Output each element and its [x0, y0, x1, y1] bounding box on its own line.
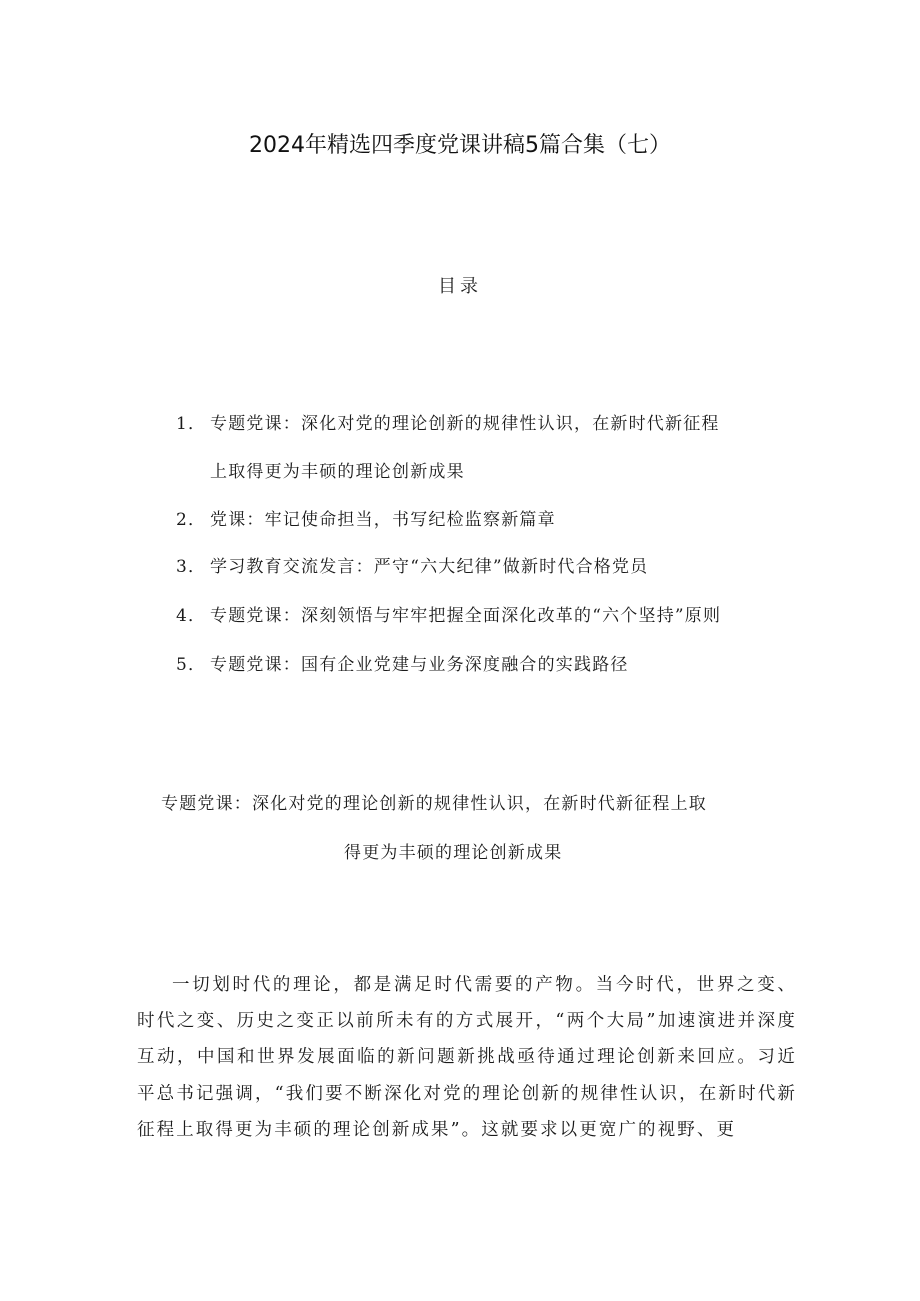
toc-item-2[interactable] [176, 505, 556, 530]
body-paragraph: 一切划时代的理论，都是满足时代需要的产物。当今时代，世界之变、时代之变、历史之变正以前所未有的方式展开，“两个大局”加速演进并深度互动，中国和世界发展面临的新问题新挑战亟待通过理论创新来回应。习近平总书记强调，“我们要不断深化对党的理论创新的规律性认识，在新时代新征程上取得更为丰硕的理论创新成果”。这就要求以更宽广的视野、更 [137, 975, 797, 1140]
toc-item-3[interactable] [176, 552, 648, 577]
toc-heading: 目录 [438, 276, 482, 297]
toc-item-text: 学习教育交流发言：严守“六大纪律”做新时代合格党员 [210, 557, 649, 577]
toc-item-text: 专题党课：深刻领悟与牢牢把握全面深化改革的“六个坚持”原则 [210, 606, 722, 626]
toc-item-text: 上取得更为丰硕的理论创新成果 [210, 462, 465, 482]
toc-item-number: 1． [176, 414, 207, 434]
toc-item-1[interactable] [176, 409, 720, 434]
toc-item-5[interactable] [176, 650, 629, 675]
toc-item-4[interactable] [176, 601, 721, 626]
toc-item-number: 5． [176, 655, 207, 675]
toc-item-text: 专题党课：国有企业党建与业务深度融合的实践路径 [210, 655, 629, 675]
toc-item-text: 专题党课：深化对党的理论创新的规律性认识，在新时代新征程 [210, 414, 720, 434]
toc-item-number: 2． [176, 510, 207, 530]
toc-item-1-continued[interactable] [210, 457, 465, 482]
toc-item-number: 3． [176, 557, 207, 577]
document-title: 2024年精选四季度党课讲稿5篇合集（七） [249, 133, 671, 158]
article-title-line-1: 专题党课：深化对党的理论创新的规律性认识，在新时代新征程上取 [161, 794, 707, 814]
toc-item-text: 党课：牢记使命担当，书写纪检监察新篇章 [210, 510, 556, 530]
article-title-line-2: 得更为丰硕的理论创新成果 [344, 843, 563, 863]
toc-item-number: 4． [176, 606, 207, 626]
